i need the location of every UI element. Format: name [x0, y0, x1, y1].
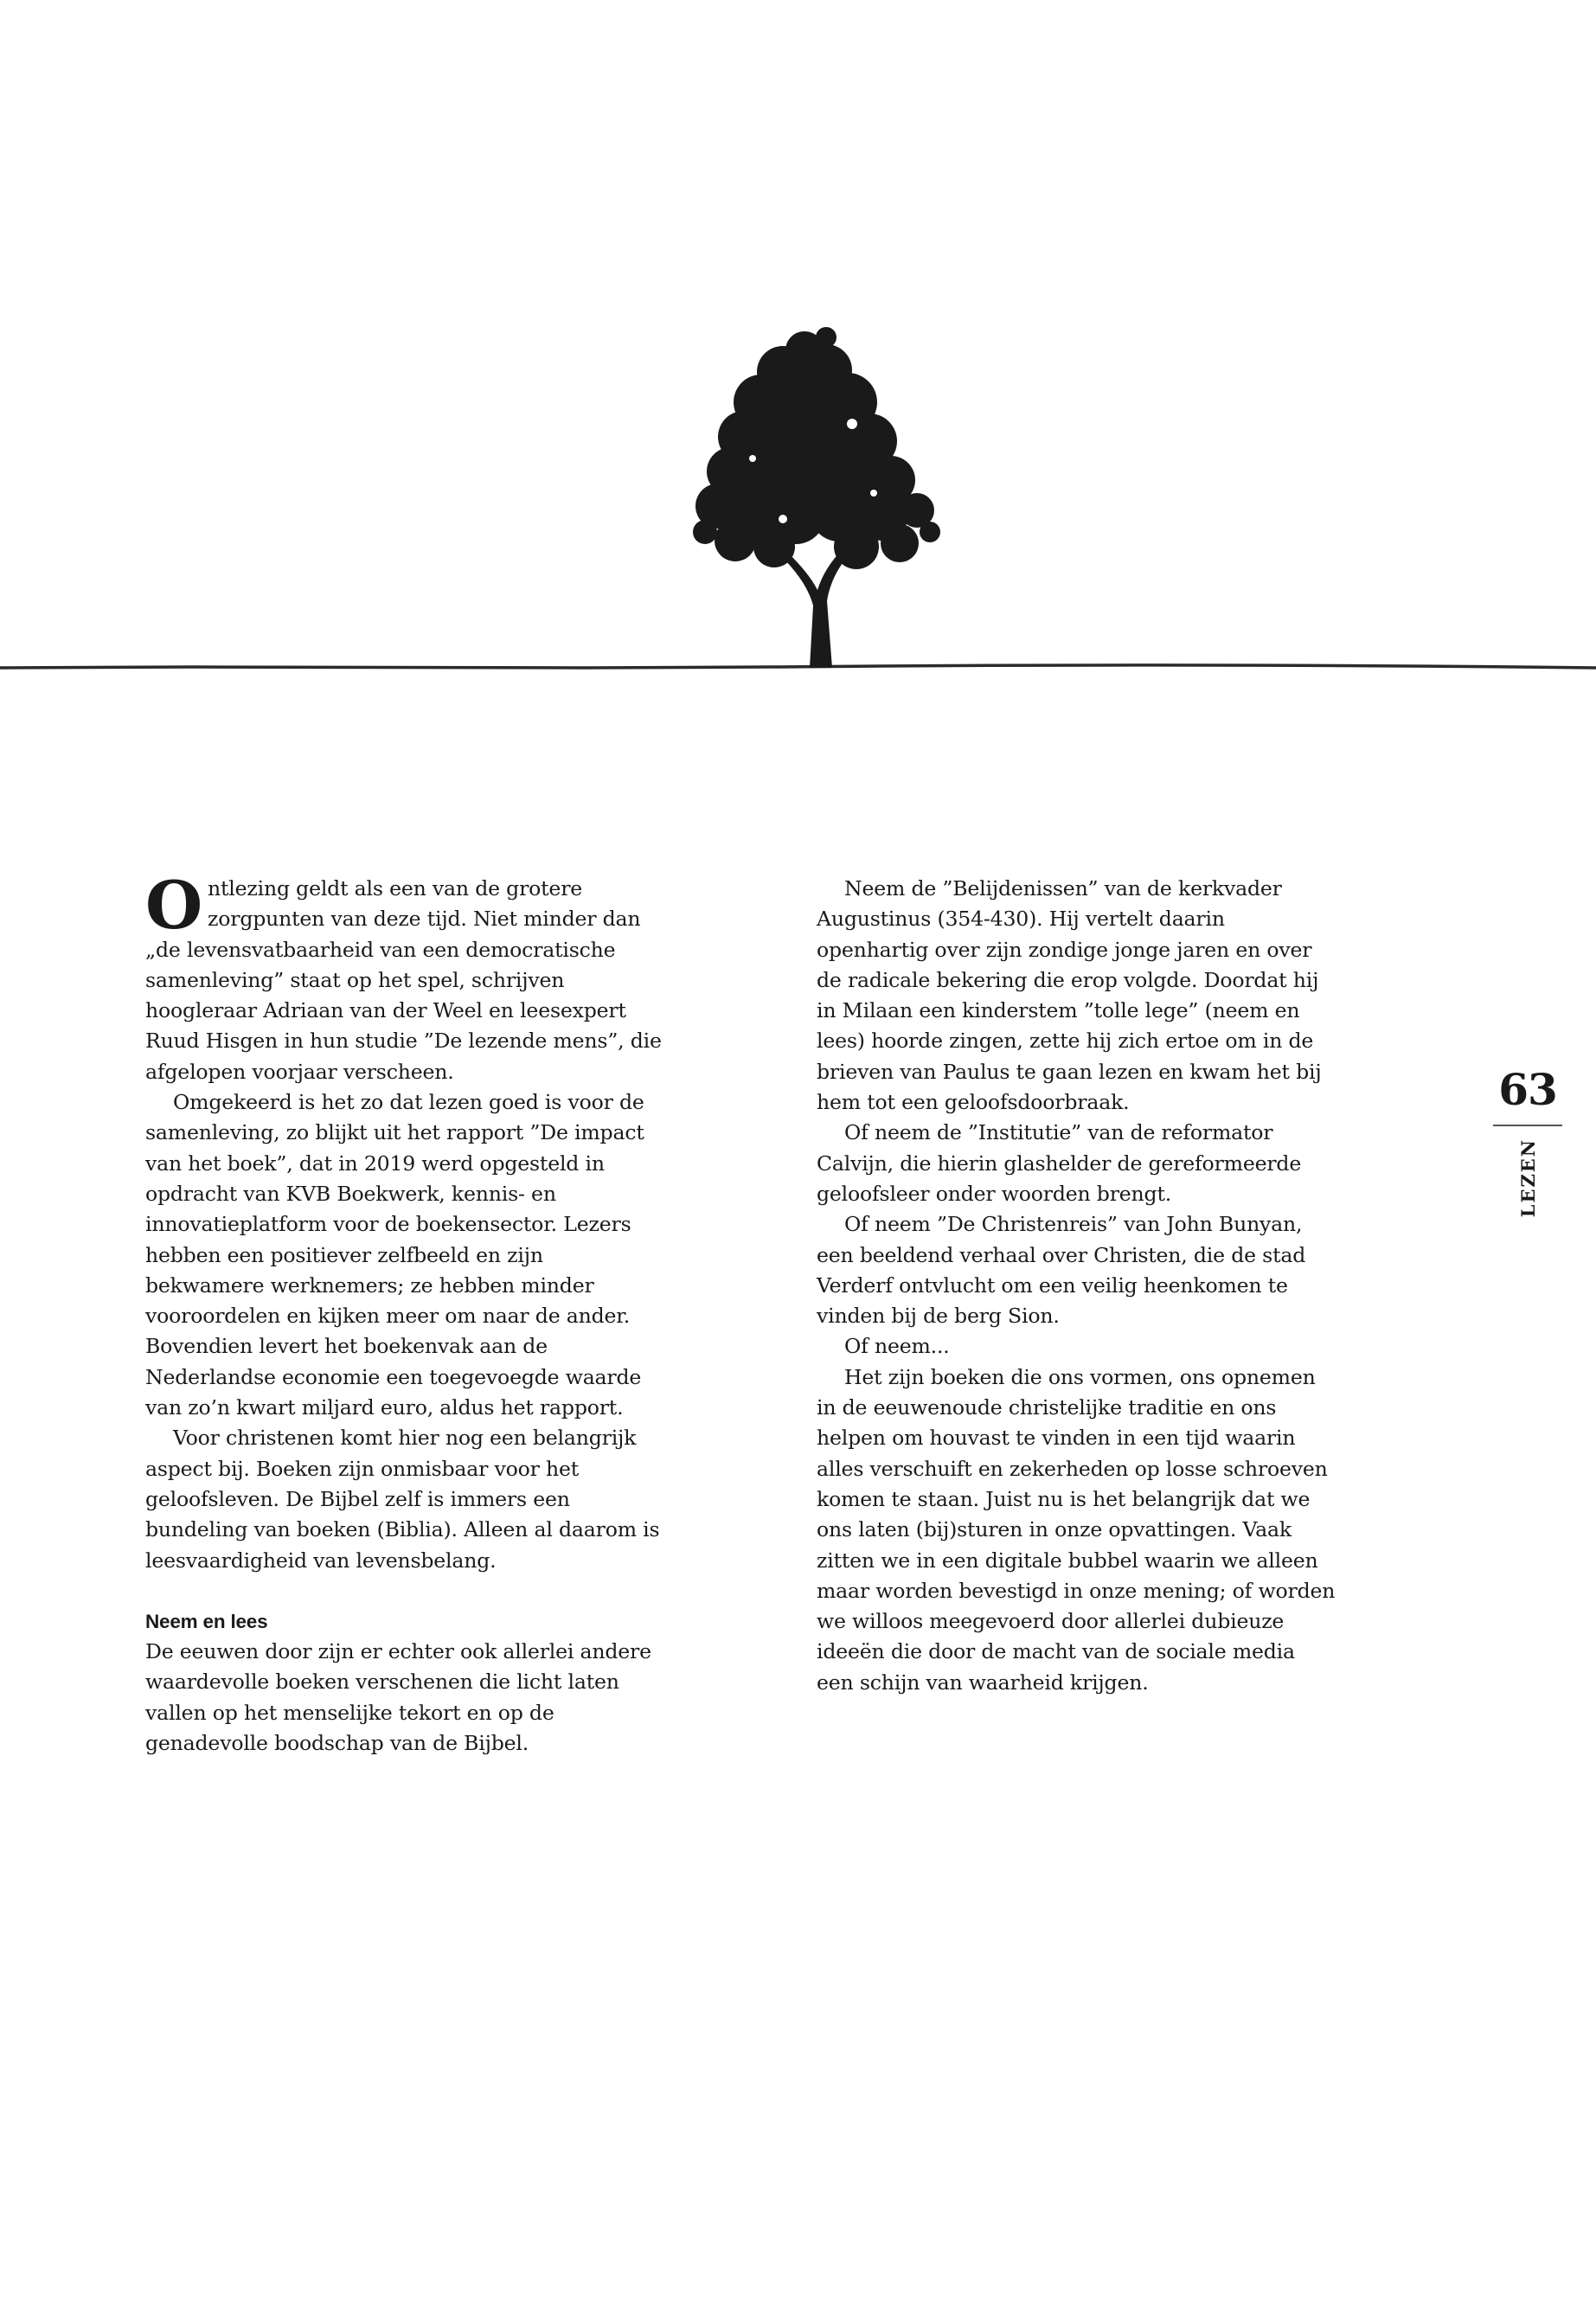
paragraph: De eeuwen door zijn er echter ook allerlei andere waardevolle boeken verschenen die licht laten vallen op het menselijke tekort en op de genadevolle boodschap van de Bijbel.	[145, 1639, 651, 1756]
paragraph: Neem de ”Belijdenissen” van de kerkvader Augustinus (354-430). Hij vertelt daarin openhartig over zijn zondige jonge jaren en over de radicale bekering die erop volgde. Doordat hij in Milaan een kinderstem ”tolle lege” (neem en lees) hoorde zingen, zette hij zich ertoe om in de brieven van Paulus te gaan lezen en kwam het bij hem tot een geloofsdoorbraak.	[817, 876, 1322, 1115]
paragraph: Voor christenen komt hier nog een belangrijk aspect bij. Boeken zijn onmisbaar voor het geloofsleven. De Bijbel zelf is immers een bundeling van boeken (Biblia). Alleen al daarom is leesvaardigheid van levensbelang.	[145, 1426, 660, 1573]
tree-illustration	[0, 320, 1596, 683]
intro-paragraph	[145, 867, 664, 1087]
paragraph: Het zijn boeken die ons vormen, ons opnemen in de eeuwenoude christelijke traditie en ons helpen om houvast te vinden in een tijd waarin alles verschuift en zekerheden op losse schroeven komen te staan. Juist nu is het belangrijk dat we ons laten (bij)sturen in onze opvattingen. Vaak zitten we in een digitale bubbel waarin we alleen maar worden bevestigd in onze mening; of worden we willoos meegevoerd door allerlei dubieuze ideeën die door de macht van de sociale media een schijn van waarheid krijgen.	[817, 1364, 1336, 1695]
paragraph: Of neem...	[844, 1334, 950, 1359]
paragraph: Of neem de ”Institutie” van de reformator Calvijn, die hierin glashelder de gereformeerde geloofsleer onder woorden brengt.	[817, 1120, 1302, 1206]
article-column-right	[817, 874, 1336, 1698]
section-label: LEZEN	[1516, 1138, 1539, 1218]
page-number: 63	[1498, 1064, 1557, 1115]
article-column-left	[145, 867, 664, 1759]
folio-divider	[1493, 1125, 1562, 1126]
paragraph: Omgekeerd is het zo dat lezen goed is voor de samenleving, zo blijkt uit het rapport ”De impact van het boek”, dat in 2019 werd opgesteld in opdracht van KVB Boekwerk, kennis- en innovatieplatform voor de boekensector. Lezers hebben een positiever zelfbeeld en zijn bekwamere werknemers; ze hebben minder vooroordelen en kijken meer om naar de ander. Bovendien levert het boekenvak aan de Nederlandse economie een toegevoegde waarde van zo’n kwart miljard euro, aldus het rapport.	[145, 1090, 644, 1420]
tree-silhouette-icon	[0, 320, 1596, 683]
tree-crown	[693, 327, 940, 569]
subheading: Neem en lees	[145, 1610, 268, 1632]
page-folio	[1484, 1064, 1571, 1221]
paragraph: Of neem ”De Christenreis” van John Bunyan, een beeldend verhaal over Christen, die de stad Verderf ontvlucht om een veilig heenkomen te vinden bij de berg Sion.	[817, 1212, 1306, 1329]
drop-cap: O	[145, 867, 203, 944]
horizon-line	[0, 665, 1596, 668]
intro-text: ntlezing geldt als een van de grotere zorgpunten van deze tijd. Niet minder dan „de levensvatbaarheid van een democratische samenleving” staat op het spel, schrijven hoogleraar Adriaan van der Weel en leesexpert Ruud Hisgen in hun studie ”De lezende mens”, die afgelopen voorjaar verscheen.	[145, 876, 662, 1084]
